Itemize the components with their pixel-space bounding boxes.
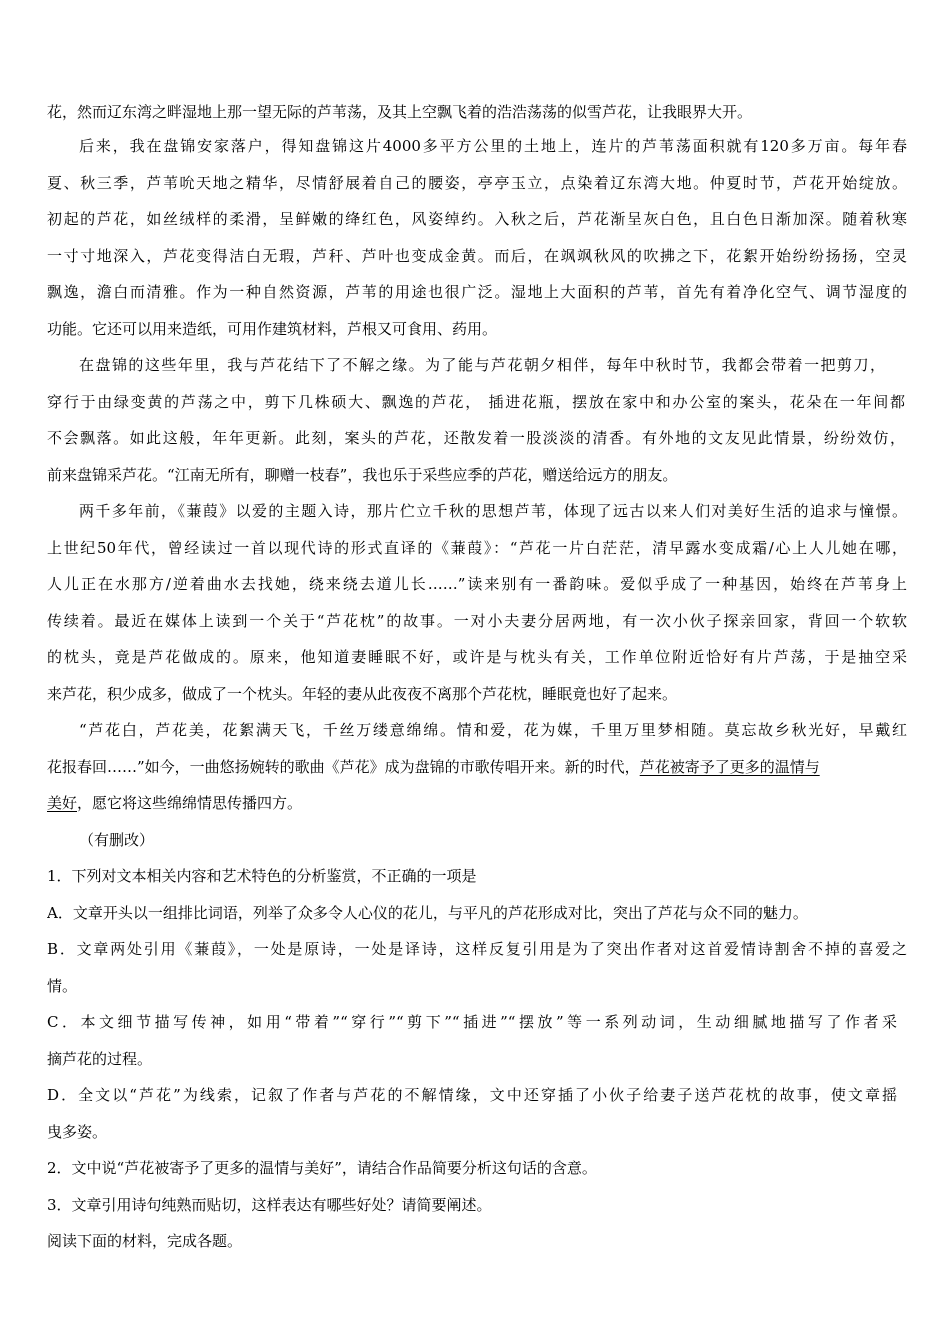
passage-line: 的枕头，竟是芦花做成的。原来，他知道妻睡眠不好，或许是与枕头有关，工作单位附近恰好有片芦荡，于是抽空采 [47,648,907,666]
passage-line: 前来盘锦采芦花。“江南无所有，聊赠一枝春”，我也乐于采些应季的芦花，赠送给远方的朋友。 [47,466,678,484]
passage-line: 功能。它还可以用来造纸，可用作建筑材料，芦根又可食用、药用。 [47,320,498,338]
source-note: （有删改） [79,831,155,849]
passage-line: “芦花白，芦花美，花絮满天飞，千丝万缕意绵绵。情和爱，花为媒，千里万里梦相随。莫忘故乡秋光好，早戴红 [79,721,907,739]
option-d: D．全文以“芦花”为线索，记叙了作者与芦花的不解情缘，文中还穿插了小伙子给妻子送芦花枕的故事，使文章摇 [47,1086,897,1104]
question-2: 2．文中说“芦花被寄予了更多的温情与美好”，请结合作品简要分析这句话的含意。 [47,1159,597,1177]
passage-line: 夏、秋三季，芦苇吮天地之精华，尽情舒展着自己的腰姿，亭亭玉立，点染着辽东湾大地。仲夏时节，芦花开始绽放。 [47,174,907,192]
next-section-instruction: 阅读下面的材料，完成各题。 [47,1232,243,1250]
passage-line: 初起的芦花，如丝绒样的柔滑，呈鲜嫩的绛红色，风姿绰约。入秋之后，芦花渐呈灰白色，且白色日渐加深。随着秋寒 [47,210,907,228]
underlined-sentence: 芦花被寄予了更多的温情与 [639,758,820,776]
underlined-sentence: 美好 [47,794,78,812]
passage-line: 飘逸，澹白而清雅。作为一种自然资源，芦苇的用途也很广泛。湿地上大面积的芦苇，首先有着净化空气、调节湿度的 [47,283,907,301]
passage-text: ，愿它将这些绵绵情思传播四方。 [77,794,303,812]
passage-line: 一寸寸地深入，芦花变得洁白无瑕，芦秆、芦叶也变成金黄。而后，在飒飒秋风的吹拂之下，花絮开始纷纷扬扬，空灵 [47,247,907,265]
passage-line: 穿行于由绿变黄的芦荡之中，剪下几株硕大、飘逸的芦花， 插进花瓶，摆放在家中和办公室的案头，花朵在一年间都 [47,393,905,411]
passage-line: 人儿正在水那方/逆着曲水去找她，绕来绕去道儿长……”读来别有一番韵味。爱似乎成了一种基因，始终在芦苇身上 [47,575,907,593]
passage-line: 传续着。最近在媒体上读到一个关于“芦花枕”的故事。一对小夫妻分居两地，有一次小伙子探亲回家，背回一个软软 [47,612,907,630]
option-c: C．本文细节描写传神，如用“带着”“穿行”“剪下”“插进”“摆放”等一系列动词，生动细腻地描写了作者采 [47,1013,897,1031]
passage-line-mixed [47,756,907,778]
passage-line-mixed [47,792,907,814]
passage-text: 花报春回……”如今，一曲悠扬婉转的歌曲《芦花》成为盘锦的市歌传唱开来。新的时代， [47,758,640,776]
passage-line: 上世纪50年代，曾经读过一首以现代诗的形式直译的《蒹葭》：“芦花一片白茫茫，清早露水变成霜/心上人儿她在哪， [47,539,907,557]
option-b: B．文章两处引用《蒹葭》，一处是原诗，一处是译诗，这样反复引用是为了突出作者对这首爱情诗割舍不掉的喜爱之 [47,940,907,958]
question-1-stem: 1．下列对文本相关内容和艺术特色的分析鉴赏，不正确的一项是 [47,867,477,885]
passage-line: 花，然而辽东湾之畔湿地上那一望无际的芦苇荡，及其上空飘飞着的浩浩荡荡的似雪芦花，让我眼界大开。 [47,103,753,121]
passage-line: 在盘锦的这些年里，我与芦花结下了不解之缘。为了能与芦花朝夕相伴，每年中秋时节，我都会带着一把剪刀， [79,356,885,374]
option-b-continued: 情。 [47,977,78,995]
passage-line: 不会飘落。如此这般，年年更新。此刻，案头的芦花，还散发着一股淡淡的清香。有外地的文友见此情景，纷纷效仿， [47,429,905,447]
passage-line: 后来，我在盘锦安家落户，得知盘锦这片4000多平方公里的土地上，连片的芦苇荡面积就有120多万亩。每年春 [79,137,907,155]
passage-line: 两千多年前，《蒹葭》以爱的主题入诗，那片伫立千秋的思想芦苇，体现了远古以来人们对美好生活的追求与憧憬。 [79,502,907,520]
question-3: 3．文章引用诗句纯熟而贴切，这样表达有哪些好处？请简要阐述。 [47,1196,492,1214]
option-d-continued: 曳多姿。 [47,1123,108,1141]
option-c-continued: 摘芦花的过程。 [47,1050,153,1068]
option-a: A．文章开头以一组排比词语，列举了众多令人心仪的花儿，与平凡的芦花形成对比，突出了芦花与众不同的魅力。 [47,904,808,922]
passage-line: 来芦花，积少成多，做成了一个枕头。年轻的妻从此夜夜不离那个芦花枕，睡眠竟也好了起来。 [47,685,678,703]
